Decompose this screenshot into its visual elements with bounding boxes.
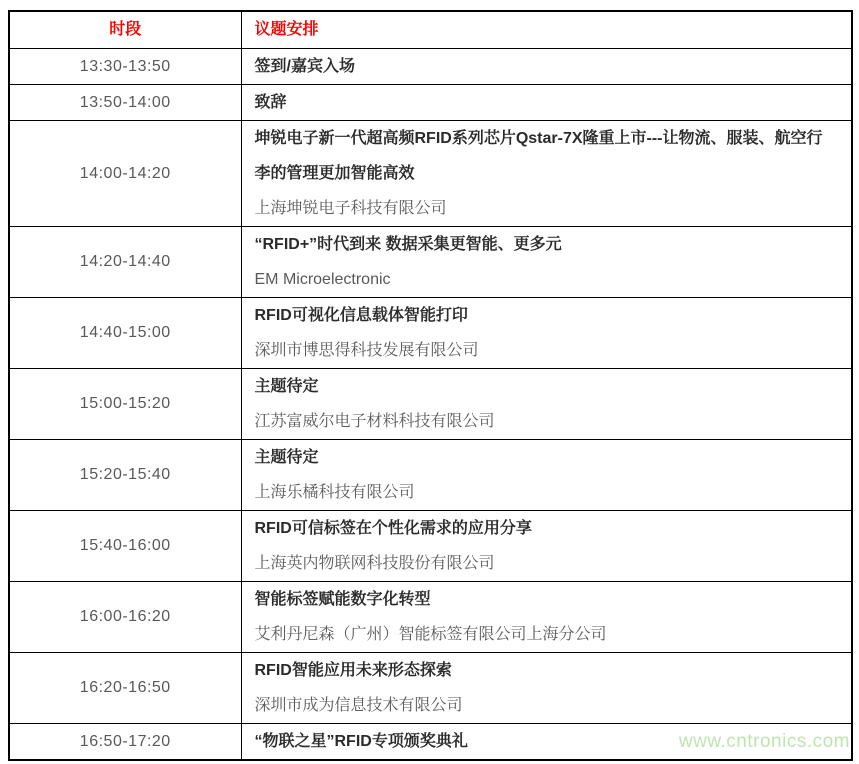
table-row bbox=[9, 49, 852, 85]
column-header-topic: 议题安排 bbox=[241, 11, 852, 49]
time-cell: 14:20-14:40 bbox=[9, 227, 241, 298]
company-name: 上海坤锐电子科技有限公司 bbox=[254, 200, 447, 217]
time-cell: 16:00-16:20 bbox=[9, 582, 241, 653]
company-name: EM Microelectronic bbox=[254, 271, 391, 288]
topic-title: “物联之星”RFID专项颁奖典礼 bbox=[254, 733, 468, 750]
topic-cell bbox=[241, 85, 852, 121]
time-cell: 14:00-14:20 bbox=[9, 121, 241, 227]
topic-cell bbox=[241, 653, 852, 724]
company-name: 江苏富威尔电子材料科技有限公司 bbox=[254, 413, 495, 430]
agenda-rows bbox=[9, 49, 852, 761]
table-row bbox=[9, 85, 852, 121]
header-row bbox=[9, 11, 852, 49]
time-cell: 13:30-13:50 bbox=[9, 49, 241, 85]
topic-cell bbox=[241, 369, 852, 440]
table-row bbox=[9, 511, 852, 582]
company-name: 深圳市成为信息技术有限公司 bbox=[254, 697, 463, 714]
table-row bbox=[9, 298, 852, 369]
company-name: 深圳市博思得科技发展有限公司 bbox=[254, 342, 479, 359]
topic-cell bbox=[241, 49, 852, 85]
topic-title: RFID可视化信息载体智能打印 bbox=[254, 307, 468, 324]
topic-cell bbox=[241, 582, 852, 653]
table-row bbox=[9, 582, 852, 653]
table-row bbox=[9, 440, 852, 511]
table-row bbox=[9, 227, 852, 298]
time-cell: 15:20-15:40 bbox=[9, 440, 241, 511]
topic-cell bbox=[241, 121, 852, 227]
topic-title: 智能标签赋能数字化转型 bbox=[254, 591, 431, 608]
site-watermark: www.cntronics.com bbox=[678, 731, 850, 752]
time-cell: 13:50-14:00 bbox=[9, 85, 241, 121]
time-cell: 15:40-16:00 bbox=[9, 511, 241, 582]
time-cell: 15:00-15:20 bbox=[9, 369, 241, 440]
topic-title: 主题待定 bbox=[254, 449, 319, 466]
column-header-time: 时段 bbox=[9, 11, 241, 49]
topic-title: 致辞 bbox=[254, 94, 287, 111]
company-name: 艾利丹尼森（广州）智能标签有限公司上海分公司 bbox=[254, 626, 607, 643]
time-cell: 16:50-17:20 bbox=[9, 724, 241, 761]
topic-title: 主题待定 bbox=[254, 378, 319, 395]
topic-cell bbox=[241, 440, 852, 511]
company-name: 上海英内物联网科技股份有限公司 bbox=[254, 555, 495, 572]
topic-title: RFID智能应用未来形态探索 bbox=[254, 662, 452, 679]
table-row bbox=[9, 653, 852, 724]
table-row bbox=[9, 121, 852, 227]
agenda-table bbox=[8, 10, 853, 761]
topic-cell bbox=[241, 511, 852, 582]
topic-title: 坤锐电子新一代超高频RFID系列芯片Qstar-7X隆重上市---让物流、服装、航空行李的管理更加智能高效 bbox=[254, 130, 823, 182]
topic-cell bbox=[241, 298, 852, 369]
topic-title: RFID可信标签在个性化需求的应用分享 bbox=[254, 520, 532, 537]
company-name: 上海乐橘科技有限公司 bbox=[254, 484, 415, 501]
time-cell: 16:20-16:50 bbox=[9, 653, 241, 724]
topic-cell bbox=[241, 227, 852, 298]
topic-title: 签到/嘉宾入场 bbox=[254, 58, 355, 75]
time-cell: 14:40-15:00 bbox=[9, 298, 241, 369]
table-row bbox=[9, 369, 852, 440]
topic-title: “RFID+”时代到来 数据采集更智能、更多元 bbox=[254, 236, 562, 253]
